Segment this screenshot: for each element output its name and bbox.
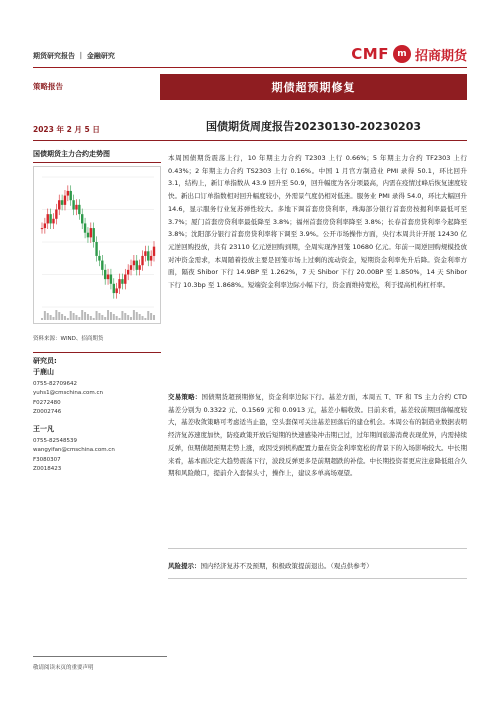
volume-bar [81,310,83,320]
analyst-cert: Z0002746 [33,409,62,415]
price-chart [33,166,161,324]
chart-title: 国债期货主力合约走势图 [33,149,161,163]
candle-body [153,247,155,256]
volume-bar [64,316,66,320]
candle-body [44,223,46,228]
candle-body [41,228,43,229]
candle-body [124,275,126,284]
candle-body [61,200,63,205]
volume-bar [101,315,103,320]
volume-bar [50,315,52,320]
title-banner [160,74,467,100]
candle-body [113,284,115,293]
candle-body [110,275,112,284]
candle-body [70,191,72,200]
analyst-cert: F0272480 [33,399,61,406]
analyst-email[interactable]: wangyifan@cmschina.com.cn [33,447,115,453]
strategy-paragraph [168,391,467,480]
risk-lead: 风险提示： [168,562,201,570]
volume-bar [55,310,57,320]
candle-body [95,242,97,256]
candle-body [81,214,83,223]
logo-mark-icon: m [393,45,411,63]
candle-body [90,228,92,237]
volume-bar [142,316,144,320]
analyst-name: 王一凡 [33,425,54,433]
volume-bar [121,311,123,320]
banner-title: 期债超预期修复 [271,81,356,94]
candle-body [87,233,89,238]
analyst-card [33,368,161,418]
candle-body [104,270,106,279]
candle-body [133,261,135,266]
report-type-tag: 策略报告 [33,82,63,91]
volume-bar [93,318,95,320]
candle-body [64,196,66,205]
candle-body [136,261,138,270]
volume-bar [153,315,155,320]
candle-body [72,200,74,209]
strategy-text: 国债期货超预期修复，资金利率边际下行。基差方面，本周五 T、TF 和 TS 主力合约 CTD 基差分别为 0.3322 元、0.1569 元和 0.0913 元，基差小幅收敛。目前来看，基差较前期回落幅度较大，基差收敛策略可考虑适当止盈，空头套保可关注基差回落后的建仓机会。本周公布的制造业数据表明经济复苏速度加快，防疫政策开放后短期的快速感染冲击期已过，过年期间旅游消费表现优异，内需持续反弹，但期债超预期走势上涨，或因受到机构配置力量在资金利率宽松的背景下的入场影响较大。中长期来看，基本面决定大趋势震荡下行，波段反弹更多是前期超跌的补偿。中长期投资者更应注意降低组合久期和风险敞口，提前介入套保头寸，操作上，建议多单高场观望。 [168,393,467,478]
volume-bar [70,311,72,320]
volume-bar [41,318,43,320]
title-divider [33,140,467,141]
analyst-name: 于鹿山 [33,368,54,376]
candle-body [101,261,103,270]
analyst-phone: 0755-82709642 [33,380,77,387]
strategy-lead: 交易策略： [168,393,202,401]
candle-body [55,210,57,219]
candle-body [147,251,149,260]
candle-body [144,251,146,256]
market-summary-paragraph: 本周国债期货震荡上行，10 年期主力合约 T2303 上行 0.66%；5 年期主力合约 TF2303 上行 0.43%；2 年期主力合约 TS2303 上行 0.16%。中国 1 月官方制造业 PMI 录得 50.1，环比回升 3.1，结构上，新订单指数从 43.9 回升至 50.9，回升幅度为各分项最高，内需在疫情过峰后恢复速度较快。新出口订单指数相对回升幅度较小，外需景气度仍相对低迷。服务业 PMI 录得 54.0，环比大幅回升 14.6，显示服务行业复苏弹性较大。多地下调首套房贷利率，珠海部分银行首套房按揭利率最低可至 3.7%；厦门首套房贷利率最低降至 3.8%；福州首套房贷利率降至 3.8%；长春首套房贷利率今起降至 3.8%；沈阳部分银行首套房贷利率将下调至 3.9%。公开市场操作方面，央行本周共计开展 12430 亿元逆回购投放，共有 23110 亿元逆回购到期，全周实现净回笼 10680 亿元。年前一周逆回购规模投放对冲资金需求，本周随着投放主要是回笼市场上过剩的流动资金，短期资金利率先升后降。资金利率方面，隔夜 Shibor 下行 14.9BP 至 1.262%，7 天 Shibor 下行 20.00BP 至 1.850%，14 天 Shibor 下行 10.3bp 至 1.868%。短端资金利率边际小幅下行，资金面维持宽松，利于提高机构杠杆率。 [168,154,467,290]
candle-body [84,223,86,232]
volume-bar [84,312,86,320]
volume-bar [116,316,118,320]
volume-bar [144,318,146,320]
volume-bar [58,312,60,320]
candle-body [150,256,152,261]
chart-svg [34,167,160,323]
analyst-cert: Z0018423 [33,466,62,472]
volume-bar [147,311,149,320]
volume-bar [87,314,89,320]
volume-bar [44,311,46,320]
candle-body [52,219,54,224]
candle-body [98,256,100,261]
candle-body [78,205,80,214]
volume-bar [107,310,109,320]
risk-divider-bottom [168,578,467,579]
report-date: 2023 年 2 月 5 日 [33,125,100,134]
volume-bar [78,317,80,320]
volume-bar [47,313,49,320]
researchers-heading: 研究员: [33,352,161,366]
volume-bar [73,313,75,320]
header-divider [33,67,467,68]
volume-bar [119,318,121,320]
risk-text: 国内经济复苏不及预期，积极政策提前退出。（观点供参考） [200,562,373,570]
risk-divider-top [168,548,467,549]
volume-bar [136,312,138,320]
candle-body [121,279,123,284]
volume-bar [133,310,135,320]
candle-body [107,275,109,280]
candle-body [115,288,117,293]
logo-text-en: CMF [351,45,389,63]
volume-bar [113,314,115,320]
candle-body [138,265,140,270]
candle-body [47,214,49,223]
logo-text-cn: 招商期货 [414,48,467,64]
volume-bar [90,316,92,320]
chart-source: 资料来源：WIND、招商期货 [33,336,104,342]
risk-warning [168,560,467,572]
candle-body [127,270,129,275]
volume-bar [98,313,100,320]
volume-bar [96,311,98,320]
analyst-cert: F3080307 [33,456,61,463]
candle-body [49,214,51,223]
volume-bar [127,315,129,320]
page-header [33,44,467,68]
volume-bar [67,318,69,320]
candle-body [58,200,60,209]
candle-body [75,205,77,210]
candle-body [92,228,94,242]
analyst-phone: 0755-82548539 [33,437,77,444]
header-category: 期货研究报告 ｜ 金融研究 [33,52,115,60]
candle-body [118,279,120,288]
analyst-card [33,425,161,475]
footer-divider [33,656,167,657]
footer-disclaimer: 敬请阅读末页的重要声明 [33,665,94,671]
volume-bar [130,317,132,320]
company-logo [351,44,467,64]
volume-bar [110,312,112,320]
volume-bar [139,314,141,320]
volume-bar [52,317,54,320]
candle-body [141,256,143,265]
volume-bar [150,313,152,320]
candle-body [67,191,69,196]
volume-bar [61,314,63,320]
candle-body [130,265,132,270]
report-title: 国债期货周度报告20230130-20230203 [205,120,422,133]
volume-bar [75,315,77,320]
analyst-email[interactable]: yuhs1@cmschina.com.cn [33,390,103,396]
volume-bar [104,317,106,320]
volume-bar [124,313,126,320]
